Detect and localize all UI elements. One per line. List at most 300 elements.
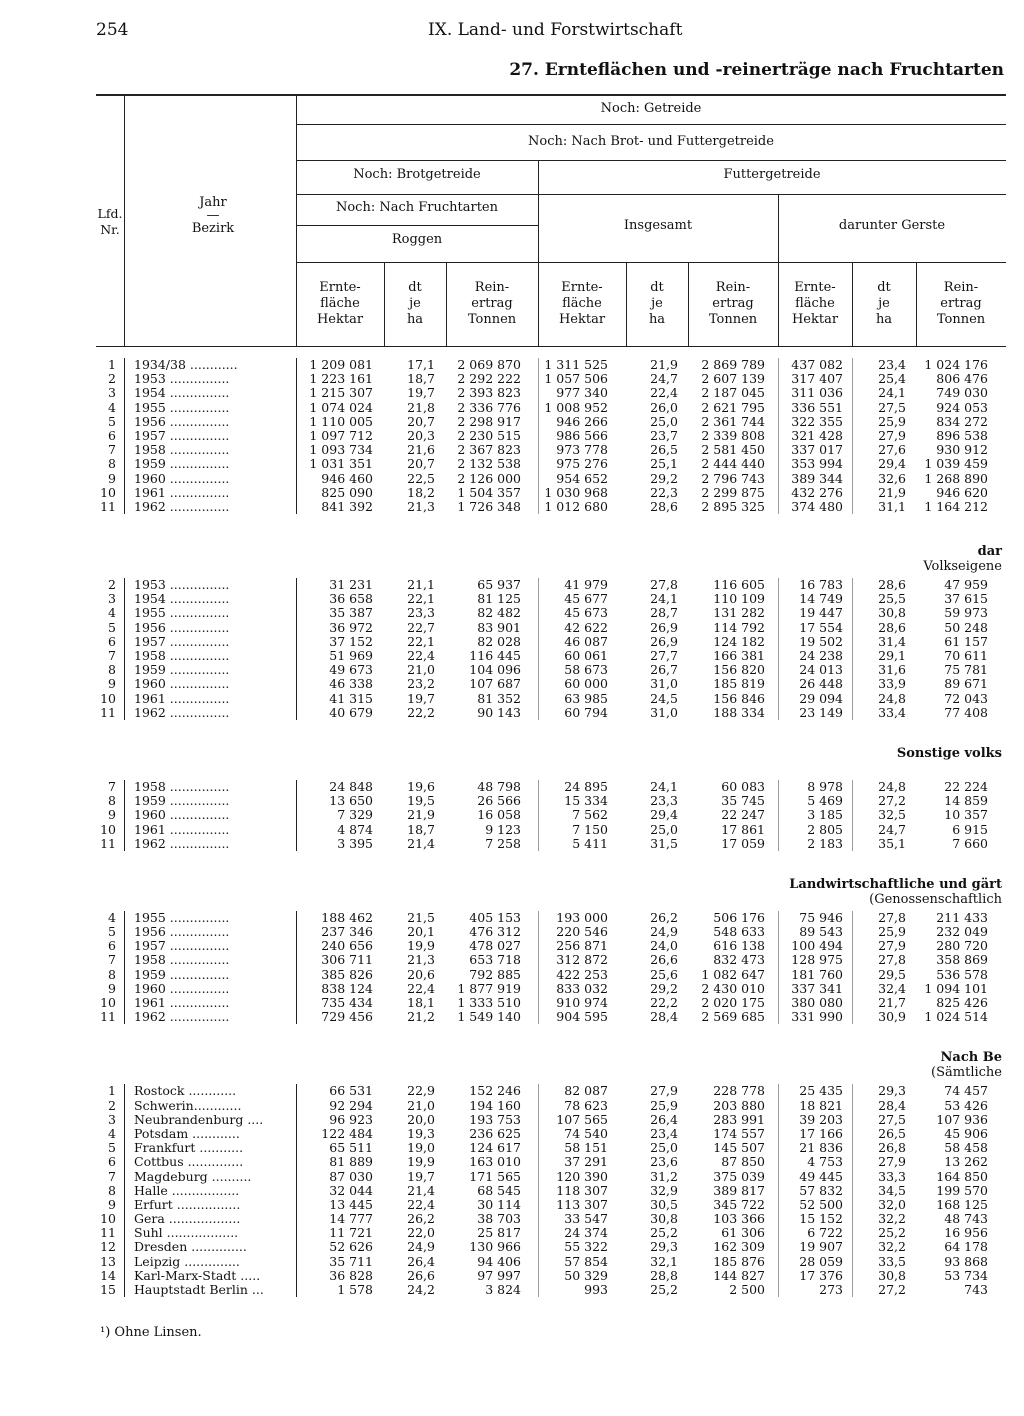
row-label: 1959 ............... [134, 663, 230, 678]
cell-value: 22,2 [407, 704, 435, 720]
table-row [96, 372, 1006, 386]
cell-value: 60 794 [564, 704, 608, 720]
header-bottom-rule [96, 346, 1006, 347]
row-label: 1962 ............... [134, 1010, 230, 1025]
cell-value: 25,9 [878, 413, 906, 429]
cell-value: 156 846 [713, 690, 765, 706]
cell-value: 2 607 139 [701, 371, 765, 387]
cell-value: 124 182 [713, 633, 765, 649]
cell-value: 92 294 [329, 1097, 373, 1113]
cell-value: 27,7 [650, 648, 678, 663]
cell-value: 924 053 [936, 399, 988, 415]
cell-value: 162 309 [713, 1239, 765, 1255]
cell-value: 68 545 [477, 1182, 521, 1198]
cell-value: 32,2 [878, 1211, 906, 1227]
table-row [96, 1113, 1006, 1127]
cell-value: 236 625 [469, 1125, 521, 1141]
cell-value: 26,4 [650, 1111, 678, 1127]
cell-value: 437 082 [791, 357, 843, 372]
cell-value: 280 720 [936, 938, 988, 954]
table-row [96, 1198, 1006, 1212]
section-rule [296, 1084, 297, 1297]
row-label: Frankfurt ........... [134, 1141, 244, 1156]
cell-value: 16 783 [799, 577, 843, 593]
cell-value: 27,9 [878, 1154, 906, 1170]
subheader-1: dt je ha [406, 280, 424, 327]
cell-value: 164 850 [936, 1168, 988, 1184]
cell-value: 1 209 081 [309, 357, 373, 372]
cell-value: 19,9 [407, 1154, 435, 1170]
cell-value: 256 871 [556, 938, 608, 954]
cell-value: 30,8 [878, 1267, 906, 1283]
cell-value: 1 024 514 [924, 1009, 988, 1025]
row-number: 14 [100, 1267, 116, 1283]
cell-value: 1 012 680 [544, 498, 608, 514]
cell-value: 21,5 [407, 909, 435, 925]
cell-value: 33,3 [878, 1168, 906, 1184]
row-label: Halle ................. [134, 1183, 240, 1198]
subheader-5: Rein- ertrag Tonnen [708, 280, 758, 327]
cell-value: 28,6 [878, 619, 906, 635]
cell-value: 90 143 [477, 704, 521, 720]
cell-value: 25 435 [799, 1083, 843, 1099]
cell-value: 8 978 [807, 778, 843, 794]
cell-value: 14 777 [329, 1211, 373, 1227]
cell-value: 1 008 952 [544, 399, 608, 415]
cell-value: 548 633 [713, 924, 765, 940]
row-number: 5 [108, 1140, 116, 1156]
cell-value: 21,6 [407, 442, 435, 458]
cell-value: 2 126 000 [457, 470, 521, 486]
row-number: 3 [108, 385, 116, 401]
cell-value: 152 246 [469, 1083, 521, 1099]
cell-value: 32,5 [878, 807, 906, 823]
row-label: 1961 ............... [134, 691, 230, 706]
cell-value: 11 721 [329, 1225, 373, 1241]
cell-value: 311 036 [791, 385, 843, 401]
header-top-rule [96, 94, 1006, 96]
row-label: 1958 ............... [134, 779, 230, 794]
section-sublabel: (Genossenschaftlich [869, 891, 1002, 907]
cell-value: 389 344 [791, 470, 843, 486]
table-row [96, 1099, 1006, 1113]
cell-value: 35,1 [878, 835, 906, 851]
cell-value: 232 049 [936, 924, 988, 940]
cell-value: 78 623 [564, 1097, 608, 1113]
row-number: 6 [108, 938, 116, 954]
row-number: 4 [108, 605, 116, 621]
row-label: 1953 ............... [134, 578, 230, 593]
cell-value: 385 826 [321, 966, 373, 982]
cell-value: 25,5 [878, 591, 906, 607]
section-sublabel [96, 761, 1006, 776]
header-jahr-bezirk: Jahr — Bezirk [191, 195, 235, 236]
cell-value: 74 540 [564, 1125, 608, 1141]
cell-value: 19 502 [799, 633, 843, 649]
row-number: 8 [108, 456, 116, 472]
cell-value: 33,5 [878, 1253, 906, 1269]
table-row [96, 621, 1006, 635]
table-row [96, 837, 1006, 851]
row-label: 1934/38 ............ [134, 358, 238, 372]
cell-value: 75 781 [944, 662, 988, 678]
section-rule [124, 911, 125, 1025]
chapter-title: IX. Land- und Forstwirtschaft [428, 20, 683, 40]
cell-value: 171 565 [469, 1168, 521, 1184]
header-lfd-nr: Lfd. Nr. [97, 206, 123, 237]
cell-value: 322 355 [791, 413, 843, 429]
cell-value: 57 832 [799, 1182, 843, 1198]
cell-value: 31 231 [329, 577, 373, 593]
table-row [96, 443, 1006, 457]
cell-value: 23,3 [650, 793, 678, 809]
cell-value: 42 622 [564, 619, 608, 635]
table-row [96, 794, 1006, 808]
cell-value: 31,0 [650, 704, 678, 720]
cell-value: 2 361 744 [701, 413, 765, 429]
row-number: 2 [108, 371, 116, 387]
cell-value: 353 994 [791, 456, 843, 472]
cell-value: 10 357 [944, 807, 988, 823]
cell-value: 1 268 890 [924, 470, 988, 486]
cell-value: 1 223 161 [309, 371, 373, 387]
cell-value: 81 125 [477, 591, 521, 607]
cell-value: 946 266 [556, 413, 608, 429]
cell-value: 25,2 [650, 1225, 678, 1241]
cell-value: 841 392 [321, 498, 373, 514]
cell-value: 228 778 [713, 1083, 765, 1099]
row-number: 9 [108, 807, 116, 823]
cell-value: 18 821 [799, 1097, 843, 1113]
row-number: 10 [100, 1211, 116, 1227]
table-row [96, 706, 1006, 720]
cell-value: 45 677 [564, 591, 608, 607]
cell-value: 22,5 [407, 470, 435, 486]
cell-value: 616 138 [713, 938, 765, 954]
cell-value: 19,3 [407, 1125, 435, 1141]
cell-value: 87 030 [329, 1168, 373, 1184]
row-label: 1959 ............... [134, 794, 230, 809]
header-futtergetreide: Futtergetreide [723, 167, 821, 182]
table-row [96, 677, 1006, 691]
cell-value: 2 299 875 [701, 484, 765, 500]
cell-value: 193 000 [556, 909, 608, 925]
cell-value: 13 262 [944, 1154, 988, 1170]
cell-value: 181 760 [791, 966, 843, 982]
cell-value: 35 711 [329, 1253, 373, 1269]
row-number: 7 [108, 952, 116, 968]
cell-value: 33,4 [878, 704, 906, 720]
cell-value: 22,2 [650, 995, 678, 1010]
cell-value: 188 334 [713, 704, 765, 720]
section-rule [852, 578, 853, 720]
cell-value: 45 673 [564, 605, 608, 621]
cell-value: 21,9 [878, 484, 906, 500]
cell-value: 41 315 [329, 690, 373, 706]
cell-value: 211 433 [936, 909, 988, 925]
cell-value: 25 817 [477, 1225, 521, 1241]
cell-value: 166 381 [713, 648, 765, 663]
cell-value: 13 445 [329, 1196, 373, 1212]
cell-value: 321 428 [791, 427, 843, 443]
table-row [96, 635, 1006, 649]
cell-value: 2 621 795 [701, 399, 765, 415]
cell-value: 26,8 [878, 1140, 906, 1156]
cell-value: 2 444 440 [701, 456, 765, 472]
table-row [96, 500, 1006, 514]
row-label: 1961 ............... [134, 485, 230, 500]
section-sublabel: (Sämtliche [931, 1065, 1002, 1081]
cell-value: 930 912 [936, 442, 988, 458]
section-label: Landwirtschaftliche und gärt [789, 876, 1002, 892]
cell-value: 82 482 [477, 605, 521, 621]
cell-value: 946 620 [936, 484, 988, 500]
cell-value: 28,6 [878, 577, 906, 593]
cell-value: 13 650 [329, 793, 373, 809]
section-rule [778, 1084, 779, 1297]
table-row [96, 939, 1006, 953]
cell-value: 24,2 [407, 1282, 435, 1297]
cell-value: 29,2 [650, 980, 678, 996]
cell-value: 1 024 176 [924, 357, 988, 372]
cell-value: 1 093 734 [309, 442, 373, 458]
row-label: 1960 ............... [134, 808, 230, 823]
row-number: 7 [108, 442, 116, 458]
cell-value: 185 819 [713, 676, 765, 692]
cell-value: 29,5 [878, 966, 906, 982]
row-number: 2 [108, 577, 116, 593]
cell-value: 273 [819, 1282, 843, 1297]
cell-value: 52 500 [799, 1196, 843, 1212]
cell-value: 107 936 [936, 1111, 988, 1127]
cell-value: 58 151 [564, 1140, 608, 1156]
cell-value: 32,6 [878, 470, 906, 486]
table-row [96, 808, 1006, 822]
cell-value: 3 395 [337, 835, 373, 851]
cell-value: 72 043 [944, 690, 988, 706]
table-row [96, 1184, 1006, 1198]
table-row [96, 358, 1006, 372]
cell-value: 337 017 [791, 442, 843, 458]
header-roggen: Roggen [391, 232, 443, 247]
row-label: 1953 ............... [134, 372, 230, 387]
row-number: 5 [108, 619, 116, 635]
cell-value: 24,1 [650, 778, 678, 794]
cell-value: 96 923 [329, 1111, 373, 1127]
cell-value: 374 480 [791, 498, 843, 514]
cell-value: 21,4 [407, 1182, 435, 1198]
cell-value: 24 013 [799, 662, 843, 678]
section-label: dar [977, 544, 1002, 560]
cell-value: 26,9 [650, 619, 678, 635]
cell-value: 49 673 [329, 662, 373, 678]
cell-value: 31,6 [878, 662, 906, 678]
table-row [96, 692, 1006, 706]
cell-value: 23,6 [650, 1154, 678, 1170]
cell-value: 60 083 [721, 778, 765, 794]
cell-value: 21,0 [407, 662, 435, 678]
cell-value: 77 408 [944, 704, 988, 720]
cell-value: 31,0 [650, 676, 678, 692]
row-label: 1962 ............... [134, 499, 230, 514]
cell-value: 1 504 357 [457, 484, 521, 500]
cell-value: 26,0 [650, 399, 678, 415]
cell-value: 34,5 [878, 1182, 906, 1198]
cell-value: 17 166 [799, 1125, 843, 1141]
cell-value: 27,8 [878, 952, 906, 968]
cell-value: 63 985 [564, 690, 608, 706]
cell-value: 22,0 [407, 1225, 435, 1241]
section-rule [538, 911, 539, 1025]
cell-value: 59 973 [944, 605, 988, 621]
cell-value: 28,4 [650, 1009, 678, 1025]
section-rule [124, 1084, 125, 1297]
cell-value: 22,1 [407, 633, 435, 649]
table-row [96, 780, 1006, 794]
cell-value: 46 087 [564, 633, 608, 649]
cell-value: 904 595 [556, 1009, 608, 1025]
cell-value: 18,2 [407, 484, 435, 500]
cell-value: 946 460 [321, 470, 373, 486]
cell-value: 199 570 [936, 1182, 988, 1198]
cell-value: 7 660 [952, 835, 988, 851]
cell-value: 22,4 [407, 980, 435, 996]
cell-value: 27,5 [878, 399, 906, 415]
row-label: 1955 ............... [134, 606, 230, 621]
cell-value: 110 109 [713, 591, 765, 607]
cell-value: 32,2 [878, 1239, 906, 1255]
subheader-6: Ernte- fläche Hektar [791, 280, 839, 327]
row-label: 1954 ............... [134, 592, 230, 607]
cell-value: 30,5 [650, 1196, 678, 1212]
table-row [96, 1226, 1006, 1240]
cell-value: 81 889 [329, 1154, 373, 1170]
cell-value: 1 030 968 [544, 484, 608, 500]
row-number: 8 [108, 662, 116, 678]
cell-value: 24 374 [564, 1225, 608, 1241]
cell-value: 61 157 [944, 633, 988, 649]
cell-value: 1 082 647 [701, 966, 765, 982]
cell-value: 17 376 [799, 1267, 843, 1283]
cell-value: 65 511 [329, 1140, 373, 1156]
cell-value: 2 569 685 [701, 1009, 765, 1025]
cell-value: 476 312 [469, 924, 521, 940]
table-body [96, 358, 1006, 1297]
cell-value: 61 306 [721, 1225, 765, 1241]
cell-value: 32,9 [650, 1182, 678, 1198]
row-number: 3 [108, 591, 116, 607]
row-number: 7 [108, 1168, 116, 1184]
cell-value: 22,9 [407, 1083, 435, 1099]
cell-value: 22 224 [944, 778, 988, 794]
cell-value: 2 230 515 [457, 427, 521, 443]
row-number: 9 [108, 676, 116, 692]
section-rule [124, 358, 125, 514]
cell-value: 37 291 [564, 1154, 608, 1170]
cell-value: 21,9 [407, 807, 435, 823]
row-number: 9 [108, 980, 116, 996]
section-label: Nach Be [940, 1050, 1002, 1066]
row-label: 1956 ............... [134, 620, 230, 635]
section-rule [852, 780, 853, 851]
cell-value: 130 966 [469, 1239, 521, 1255]
cell-value: 838 124 [321, 980, 373, 996]
hline-5 [296, 262, 1006, 263]
cell-value: 29,3 [650, 1239, 678, 1255]
cell-value: 194 160 [469, 1097, 521, 1113]
cell-value: 22,4 [407, 1196, 435, 1212]
cell-value: 50 248 [944, 619, 988, 635]
cell-value: 94 406 [477, 1253, 521, 1269]
cell-value: 240 656 [321, 938, 373, 954]
section-rule [296, 780, 297, 851]
row-number: 7 [108, 778, 116, 794]
cell-value: 32,4 [878, 980, 906, 996]
table-row [96, 457, 1006, 471]
cell-value: 405 153 [469, 909, 521, 925]
row-label: Potsdam ............ [134, 1126, 240, 1141]
section-rule [778, 578, 779, 720]
cell-value: 21 836 [799, 1140, 843, 1156]
cell-value: 7 562 [572, 807, 608, 823]
cell-value: 21,9 [650, 357, 678, 372]
table-row [96, 925, 1006, 939]
hline-1 [296, 124, 1006, 125]
cell-value: 743 [964, 1282, 988, 1297]
cell-value: 82 028 [477, 633, 521, 649]
cell-value: 25,0 [650, 413, 678, 429]
cell-value: 27,9 [878, 938, 906, 954]
header-brotgetreide: Noch: Brotgetreide [353, 167, 481, 182]
cell-value: 21,8 [407, 399, 435, 415]
section-rule [124, 780, 125, 851]
cell-value: 32 044 [329, 1182, 373, 1198]
cell-value: 19,7 [407, 690, 435, 706]
cell-value: 23,3 [407, 605, 435, 621]
row-label: Neubrandenburg .... [134, 1112, 264, 1127]
cell-value: 993 [584, 1282, 608, 1297]
header-brot-futter: Noch: Nach Brot- und Futtergetreide [528, 134, 774, 149]
cell-value: 27,9 [878, 427, 906, 443]
section-rule [124, 578, 125, 720]
cell-value: 2 069 870 [457, 357, 521, 372]
row-number: 10 [100, 484, 116, 500]
cell-value: 14 749 [799, 591, 843, 607]
cell-value: 832 473 [713, 952, 765, 968]
cell-value: 23,4 [650, 1125, 678, 1141]
cell-value: 337 341 [791, 980, 843, 996]
section-rule [852, 911, 853, 1025]
cell-value: 60 061 [564, 648, 608, 663]
header-insgesamt: Insgesamt [623, 218, 693, 233]
cell-value: 113 307 [556, 1196, 608, 1212]
cell-value: 36 658 [329, 591, 373, 607]
table-row [96, 968, 1006, 982]
table-row [96, 953, 1006, 967]
row-label: 1954 ............... [134, 386, 230, 401]
cell-value: 48 798 [477, 778, 521, 794]
cell-value: 25,6 [650, 966, 678, 982]
cell-value: 20,7 [407, 456, 435, 472]
table-row [96, 1141, 1006, 1155]
row-label: 1961 ............... [134, 996, 230, 1010]
cell-value: 380 080 [791, 995, 843, 1010]
cell-value: 20,7 [407, 413, 435, 429]
cell-value: 1 311 525 [544, 357, 608, 372]
cell-value: 104 096 [469, 662, 521, 678]
subheader-2: Rein- ertrag Tonnen [467, 280, 517, 327]
cell-value: 81 352 [477, 690, 521, 706]
